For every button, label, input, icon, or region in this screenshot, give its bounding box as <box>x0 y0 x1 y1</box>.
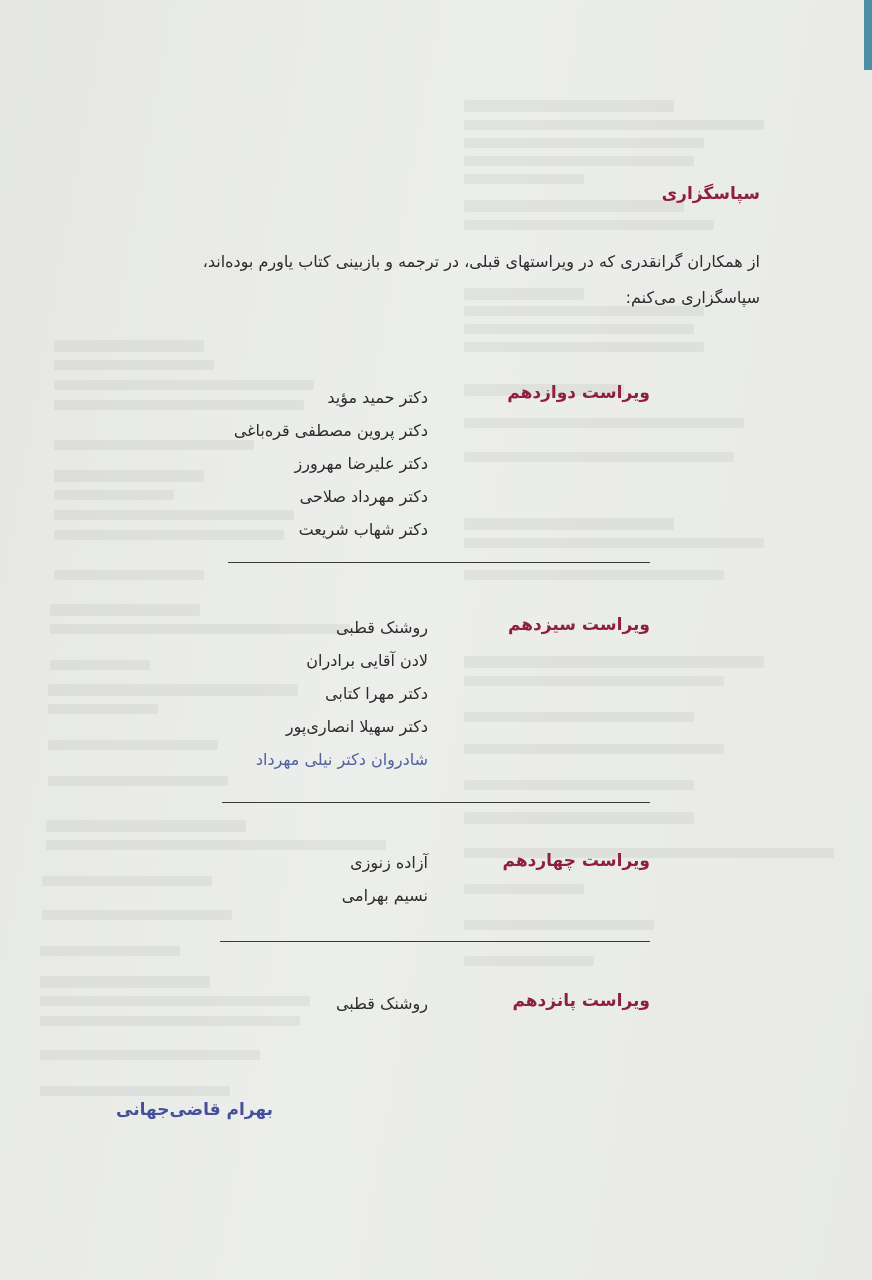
author-signature: بهرام قاضی‌جهانی <box>116 1100 273 1120</box>
name-item: دکتر شهاب شریعت <box>298 520 428 539</box>
edition-14-heading: ویراست چهاردهم <box>502 851 650 871</box>
name-item: دکتر مهرداد صلاحی <box>299 487 428 506</box>
edition-14-names <box>342 846 428 912</box>
name-item: لادن آقایی برادران <box>306 651 428 670</box>
name-item: روشنک قطبی <box>335 994 428 1013</box>
page-title: سپاسگزاری <box>661 184 760 204</box>
section-divider <box>228 562 650 563</box>
section-divider <box>220 941 650 942</box>
edition-13-names <box>256 611 428 776</box>
name-item: روشنک قطبی <box>335 618 428 637</box>
name-item: دکتر مهرا کتابی <box>325 684 428 703</box>
edition-12-names <box>234 381 428 546</box>
edition-13-heading: ویراست سیزدهم <box>507 615 650 635</box>
intro-paragraph: از همکاران گرانقدری که در ویراستهای قبلی، در ترجمه و بازبینی کتاب یاورم بوده‌اند، سپاسگزاری می‌کنم: <box>202 252 760 307</box>
name-item: دکتر علیرضا مهرورز <box>294 454 428 473</box>
name-item: دکتر حمید مؤید <box>327 388 428 407</box>
edition-15-names <box>336 987 428 1020</box>
name-item: دکتر سهیلا انصاری‌پور <box>285 717 428 736</box>
memorial-name: شادروان دکتر نیلی مهرداد <box>255 750 428 769</box>
edition-12-heading: ویراست دوازدهم <box>507 383 650 403</box>
name-item: آزاده زنوزی <box>350 853 428 872</box>
section-divider <box>222 802 650 803</box>
name-item: دکتر پروین مصطفی قره‌باغی <box>233 421 428 440</box>
name-item: نسیم بهرامی <box>341 886 428 905</box>
edition-15-heading: ویراست پانزدهم <box>512 991 650 1011</box>
page-edge <box>864 0 872 70</box>
